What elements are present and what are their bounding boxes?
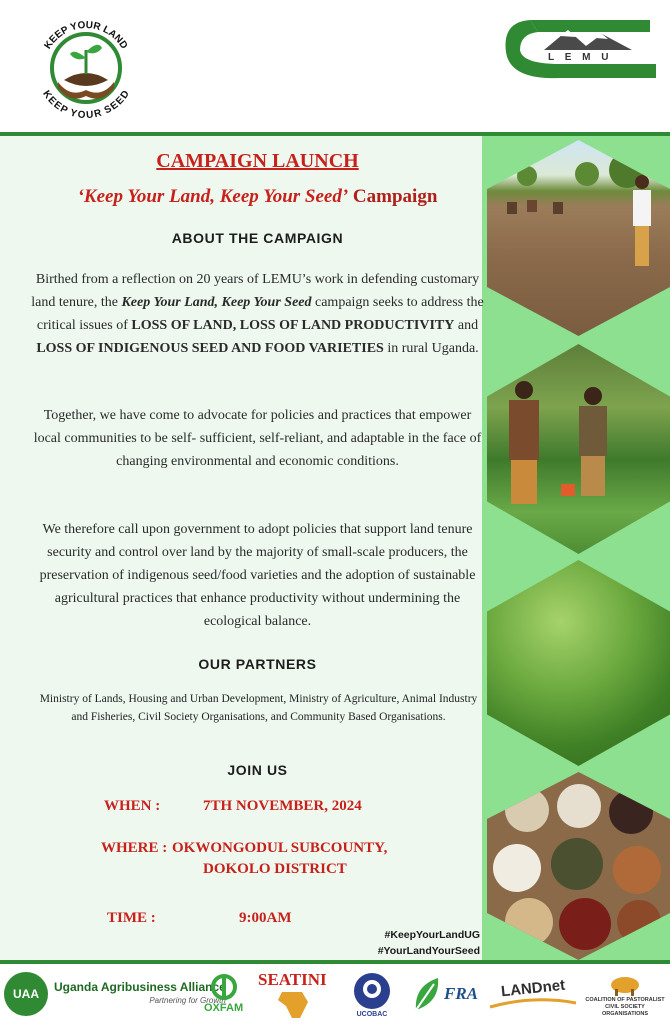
where-value-line-2: DOKOLO DISTRICT: [203, 861, 347, 877]
campaign-subtitle: [30, 186, 485, 208]
p1-text-a: Birthed from a reflection on 20 years of LEMU’s work in defending customary land tenure, the: [31, 272, 480, 310]
campaign-title: CAMPAIGN LAUNCH: [156, 150, 359, 172]
hashtags: [378, 927, 480, 959]
seatini-logo: [258, 964, 327, 1024]
ucobac-logo: [352, 964, 392, 1024]
campaign-word: Campaign: [348, 186, 438, 207]
fra-logo: [410, 964, 478, 1024]
where-label: WHERE :: [101, 840, 168, 856]
about-paragraph-2: Together, we have come to advocate for policies and practices that empower local communities to be self- sufficient, self-reliant, and adaptable in the face of changing environmental and economic conditions.: [33, 408, 482, 469]
where-value-line-1: OKWONGODUL SUBCOUNTY,: [172, 840, 388, 856]
logo-text-top: KEEP YOUR LAND: [42, 19, 130, 52]
oxfam-text: OXFAM: [204, 1002, 244, 1014]
p1-text-c: campaign seeks to address the critical issues of: [36, 295, 484, 333]
p1-loss-of-land: LOSS OF LAND, LOSS OF LAND PRODUCTIVITY: [131, 318, 455, 333]
copaso-text: COALITION OF PASTORALIST CIVIL SOCIETY ORGANISATIONS: [585, 996, 665, 1017]
p1-campaign-name: Keep Your Land, Keep Your Seed: [121, 295, 312, 310]
about-heading: ABOUT THE CAMPAIGN: [171, 230, 344, 246]
when-value: 7TH NOVEMBER, 2024: [203, 798, 362, 814]
hashtag-keep-your-land: #KeepYourLandUG: [384, 929, 480, 941]
time-value: 9:00AM: [239, 910, 292, 926]
oxfam-logo: [204, 964, 243, 1024]
hashtag-your-land-your-seed: #YourLandYourSeed: [377, 945, 480, 957]
about-paragraph-3: We therefore call upon government to adopt policies that support land tenure security and control over land by the majority of small-scale producers, the preservation of indigenous seed/food varieties and the adoption of sustainable agricultural practices that enhance productivity without undermining the ecological balance.: [39, 522, 476, 629]
seatini-text: SEATINI: [258, 970, 327, 989]
uaa-tagline: Partnering for Growth: [149, 996, 226, 1005]
fra-text: FRA: [444, 984, 479, 1003]
uaa-logo: [4, 964, 226, 1024]
fra-leaf-icon: [410, 974, 444, 1014]
ucobac-icon: [352, 971, 392, 1011]
uaa-name: Uganda Agribusiness Alliance: [54, 980, 226, 994]
p1-text-g: in rural Uganda.: [383, 341, 479, 356]
uaa-badge: UAA: [4, 972, 48, 1016]
lemu-logo: [500, 14, 660, 86]
join-heading: JOIN US: [227, 762, 288, 778]
landnet-logo: [488, 964, 578, 1024]
when-label: WHEN :: [104, 798, 161, 814]
copaso-cattle-icon: [605, 971, 645, 997]
copaso-logo: [582, 964, 668, 1024]
oxfam-icon: [211, 974, 237, 1000]
p1-loss-of-seed: LOSS OF INDIGENOUS SEED AND FOOD VARIETIES: [36, 341, 384, 356]
p1-text-e: and: [454, 318, 479, 333]
partners-list: Ministry of Lands, Housing and Urban Development, Ministry of Agriculture, Animal Industry and Fisheries, Civil Society Organisations, and Community Based Organisations.: [39, 693, 478, 723]
lemu-logo-graphic: [500, 14, 660, 86]
about-paragraph-1: [30, 268, 485, 360]
svg-text:KEEP YOUR LAND: [43, 20, 130, 51]
landnet-text: LANDnet: [500, 976, 566, 1000]
ucobac-text: UCOBAC: [356, 1010, 388, 1018]
svg-text:KEEP YOUR SEED: [40, 89, 132, 121]
partners-heading: OUR PARTNERS: [198, 656, 317, 672]
africa-map-icon: [272, 990, 312, 1020]
lemu-logo-text: L E M U: [548, 52, 613, 63]
campaign-name: ‘Keep Your Land, Keep Your Seed’: [77, 186, 349, 207]
logo-text-bottom: KEEP YOUR SEED: [40, 88, 132, 122]
time-label: TIME :: [107, 910, 156, 926]
keep-your-land-logo: [30, 8, 142, 126]
